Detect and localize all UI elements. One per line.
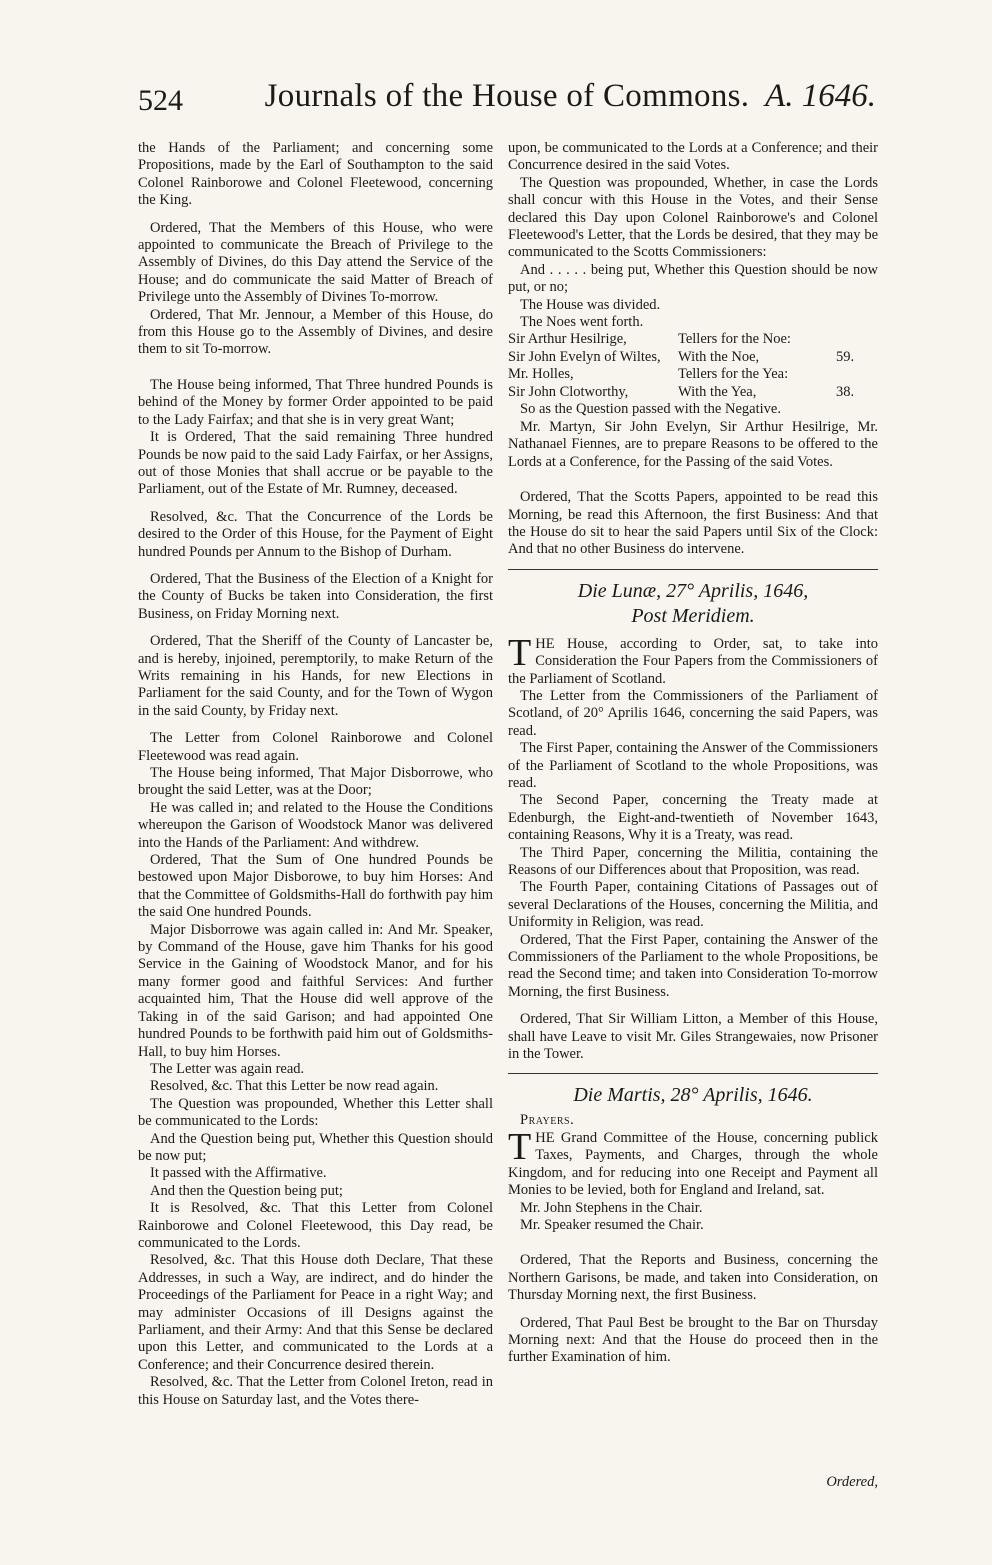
paragraph: The Letter from the Commissioners of the Parliament of Scotland, of 20° Aprilis 1646, concerning the said Papers, was read. — [508, 687, 878, 739]
journal-title: Journals of the House of Commons. — [264, 78, 750, 114]
paragraph: Mr. John Stephens in the Chair. — [520, 1199, 703, 1216]
paragraph: He was called in; and related to the House the Conditions whereupon the Garison of Woodstock Manor was delivered into the Hands of the Parliament: And withdrew. — [138, 799, 493, 851]
paragraph: And then the Question being put; — [150, 1182, 343, 1199]
paragraph: So as the Question passed with the Negative. — [520, 401, 781, 418]
paragraph: The Fourth Paper, containing Citations of Passages out of several Declarations of the Houses, concerning the Militia, and Uniformity in Religion, was read. — [508, 879, 878, 931]
paragraph: The First Paper, containing the Answer of the Commissioners of the Parliament of Scotland to the whole Propositions, was read. — [508, 740, 878, 791]
paragraph: Resolved, &c. That this Letter be now read again. — [150, 1078, 439, 1095]
paragraph: It is Ordered, That the said remaining Three hundred Pounds be now paid to the said Lady Fairfax, or her Assigns, out of those Monies that shall accrue or be payable to the Parliament, out of the Estate of Mr. Rumney, deceased. — [138, 429, 493, 498]
paragraph: The House being informed, That Major Disborrowe, who brought the said Letter, was at the Door; — [138, 765, 493, 799]
section-rule — [508, 569, 878, 570]
paragraph: Resolved, &c. That the Concurrence of the Lords be desired to the Order of this House, for the Payment of Eight hundred Pounds per Annum to the Bishop of Durham. — [138, 508, 493, 560]
teller-role: Tellers for the Yea: — [678, 366, 789, 383]
tuesday-paragraphs — [508, 1200, 878, 1367]
paragraph: upon, be communicated to the Lords at a Conference; and their Concurrence desired in the said Votes. — [508, 140, 878, 174]
paragraph: The Noes went forth. — [520, 314, 644, 331]
paragraph: the Hands of the Parliament; and concerning some Propositions, made by the Earl of Southampton to the said Colonel Rainborowe and Colonel Fleetewood, concerning the King. — [138, 140, 493, 209]
teller-role: Tellers for the Noe: — [678, 331, 791, 348]
day-subheading-post-meridiem: Post Meridiem. — [631, 604, 755, 627]
paragraph: Resolved, &c. That this House doth Declare, That these Addresses, in such a Way, are indirect, and do hinder the Proceedings of the Parliament for Peace in a right Way; and may administer Occasions of ill Designs against the Parliament, and their Army: And that this Sense be declared upon this Letter, and communicated to the Lords at a Conference; and their Concurrence desired therein. — [138, 1252, 493, 1373]
paragraph: It is Resolved, &c. That this Letter from Colonel Rainborowe and Colonel Fleetewood, this Day read, be communicated to the Lords. — [138, 1200, 493, 1251]
teller-name: Sir Arthur Hesilrige, — [508, 331, 627, 348]
catchword: Ordered, — [826, 1474, 878, 1490]
paragraph: Ordered, That the First Paper, containing the Answer of the Commissioners of the Parliament to the whole Propositions, be read the Second time; and taken into Consideration To-morrow Morning, the first Business. — [508, 931, 878, 1000]
paragraph: The Letter was again read. — [150, 1060, 305, 1077]
vote-count: 59. — [836, 348, 855, 365]
page-header — [138, 74, 876, 124]
paragraph: Ordered, That the Members of this House, who were appointed to communicate the Breach of Privilege to the Assembly of Divines, do this Day attend the Service of the House; and do communicate the said Matter of Breach of Privilege unto the Assembly of Divines To-morrow. — [138, 219, 493, 306]
left-column — [138, 140, 493, 1409]
paragraph: The Question was propounded, Whether this Letter shall be communicated to the Lords: — [138, 1095, 493, 1130]
vote-count: 38. — [836, 383, 855, 400]
tuesday-opening-text: HE Grand Committee of the House, concerning publick Taxes, Payments, and Charges, through the whole Kingdom, and for reducing into one Receipt and Payment all Monies to be levied, both for England and Ireland, sat. — [508, 1129, 878, 1199]
paragraph: Ordered, That Sir William Litton, a Member of this House, shall have Leave to visit Mr. Giles Strangewaies, now Prisoner in the Tower. — [508, 1011, 878, 1063]
paragraph: The Third Paper, concerning the Militia, containing the Reasons of our Differences about that Proposition, was read. — [508, 844, 878, 878]
teller-role: With the Yea, — [678, 383, 757, 400]
drop-cap: T — [508, 1125, 532, 1168]
paragraph: Major Disborrowe was again called in: And Mr. Speaker, by Command of the House, gave him Thanks for his good Service in the Gaining of Woodstock Manor, and for his many former good and faithful Services: And further acquainted him, That the House did well approve of the Taking in of the said Garison; and had appointed One hundred Pounds to be forthwith paid him out of Goldsmiths-Hall, to buy him Horses. — [138, 921, 493, 1060]
paragraph: Mr. Martyn, Sir John Evelyn, Sir Arthur Hesilrige, Mr. Nathanael Fiennes, are to prepare Reasons to be offered to the Lords at a Conference, for the Passing of the said Votes. — [508, 418, 878, 470]
paragraph: Ordered, That Paul Best be brought to the Bar on Thursday Morning next: And that the House do proceed then in the further Examination of him. — [508, 1314, 878, 1366]
day-heading-monday: Die Lunæ, 27° Aprilis, 1646, — [577, 579, 809, 602]
monday-paragraphs — [508, 688, 878, 1064]
page-number: 524 — [138, 84, 183, 117]
monday-opening-text: HE House, according to Order, sat, to take into Consideration the Four Papers from the Commissioners of the Parliament of Scotland. — [508, 635, 878, 687]
section-rule — [508, 1073, 878, 1074]
right-after-tellers — [508, 401, 878, 558]
paragraph: Ordered, That the Scotts Papers, appointed to be read this Morning, be read this Afternoon, the first Business: And that the House do sit to hear the said Papers until Six of the Clock: And that no other Business do intervene. — [508, 489, 878, 558]
paragraph: Ordered, That the Sum of One hundred Pounds be bestowed upon Major Disborowe, to buy him Horses: And that the Committee of Goldsmiths-Hall do forthwith pay him the said One hundred Pounds. — [138, 852, 493, 921]
right-top-paragraphs — [508, 140, 878, 331]
paragraph: Mr. Speaker resumed the Chair. — [520, 1216, 704, 1233]
paragraph: Resolved, &c. That the Letter from Colonel Ireton, read in this House on Saturday last, and the Votes there- — [138, 1374, 493, 1408]
tellers-table — [508, 331, 878, 401]
day-heading-tuesday: Die Martis, 28° Aprilis, 1646. — [573, 1084, 813, 1107]
teller-role: With the Noe, — [678, 348, 760, 365]
teller-name: Mr. Holles, — [508, 366, 574, 383]
paragraph: And the Question being put, Whether this Question should be now put; — [138, 1130, 493, 1164]
year-label: A. 1646. — [765, 78, 876, 114]
paragraph: The House being informed, That Three hundred Pounds is behind of the Money by former Order appointed to be paid to the Lady Fairfax; and that she is in very great Want; — [138, 376, 493, 428]
monday-opening-paragraph — [508, 631, 878, 688]
paragraph: The Letter from Colonel Rainborowe and Colonel Fleetewood was read again. — [138, 730, 493, 764]
prayers-label: Prayers. — [520, 1112, 575, 1129]
paragraph: Ordered, That Mr. Jennour, a Member of this House, do from this House go to the Assembly of Divines, and desire them to sit To-morrow. — [138, 306, 493, 358]
paragraph: And . . . . . being put, Whether this Question should be now put, or no; — [508, 261, 878, 296]
drop-cap: T — [508, 631, 532, 674]
paragraph: The Second Paper, concerning the Treaty made at Edenburgh, the Eight-and-twentieth of November 1643, containing Reasons, Why it is a Treaty, was read. — [508, 792, 878, 844]
teller-name: Sir John Clotworthy, — [508, 383, 629, 400]
tuesday-opening-paragraph — [508, 1125, 878, 1200]
paragraph: It passed with the Affirmative. — [150, 1165, 327, 1182]
paragraph: Ordered, That the Sheriff of the County of Lancaster be, and is hereby, injoined, peremptorily, to make Return of the Writs remaining in his Hands, for new Elections in Parliament for the said County, and for the Town of Wygon in the said County, by Friday next. — [138, 633, 493, 719]
paragraph: Ordered, That the Reports and Business, concerning the Northern Garisons, be made, and taken into Consideration, on Thursday Morning next, the first Business. — [508, 1252, 878, 1304]
paragraph: The House was divided. — [520, 296, 661, 313]
paragraph: The Question was propounded, Whether, in case the Lords shall concur with this House in the Votes, and their Sense declared this Day upon Colonel Rainborowe's and Colonel Fleetewood's Letter, that the Lords be desired, that they may be communicated to the Scotts Commissioners: — [508, 174, 878, 261]
right-column — [508, 140, 878, 1367]
paragraph: Ordered, That the Business of the Election of a Knight for the County of Bucks be taken into Consideration, the first Business, on Friday Morning next. — [138, 570, 493, 622]
teller-name: Sir John Evelyn of Wiltes, — [508, 348, 661, 365]
